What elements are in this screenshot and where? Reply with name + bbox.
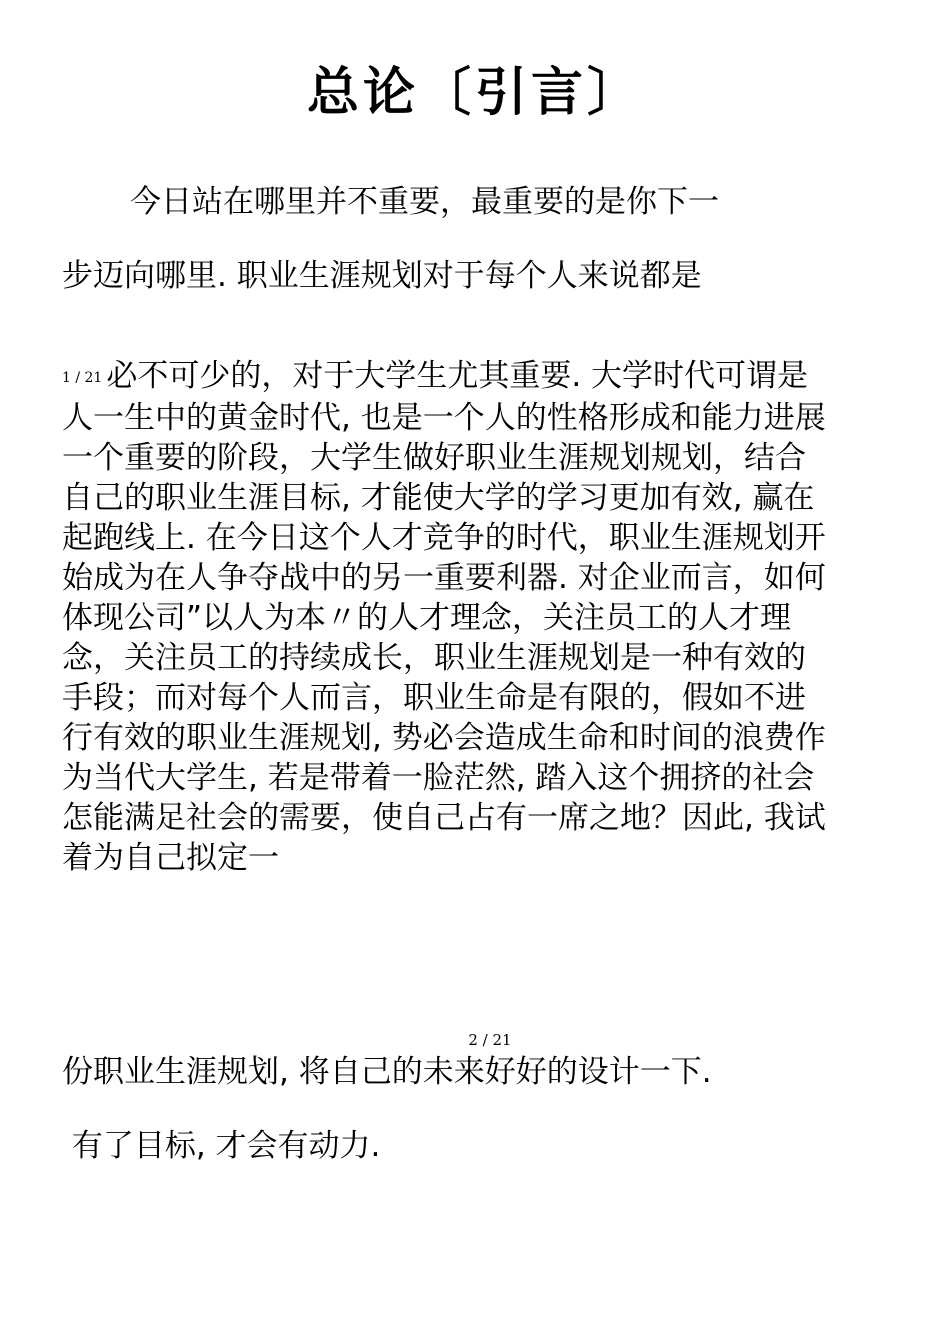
paragraph-line: 手段；而对每个人而言，职业生命是有限的，假如不进	[62, 679, 806, 716]
paragraph-line: 行有效的职业生涯规划, 势必会造成生命和时间的浪费作	[62, 719, 826, 756]
paragraph-line: 为当代大学生, 若是带着一脸茫然, 踏入这个拥挤的社会	[62, 759, 815, 796]
paragraph-line: 怎能满足社会的需要，使自己占有一席之地？因此, 我试	[62, 799, 826, 836]
paragraph-line: 念，关注员工的持续成长，职业生涯规划是一种有效的	[62, 639, 806, 676]
paragraph-line: 一个重要的阶段，大学生做好职业生涯规划规划，结合	[62, 439, 806, 476]
page-number-label: 2 / 21	[468, 1031, 512, 1049]
paragraph-line: 体现公司”以人为本〃的人才理念，关注员工的人才理	[62, 599, 792, 636]
paragraph-line: 起跑线上. 在今日这个人才竞争的时代，职业生涯规划开	[62, 519, 826, 556]
paragraph-line: 有了目标, 才会有动力.	[62, 1128, 381, 1164]
paragraph-line: 始成为在人争夺战中的另一重要利器. 对企业而言，如何	[62, 559, 826, 596]
paragraph-line: 份职业生涯规划, 将自己的未来好好的设计一下.	[62, 1054, 712, 1090]
document-title: 总论〔引言〕	[306, 63, 643, 123]
paragraph-line: 1 / 21 必不可少的，对于大学生尤其重要. 大学时代可谓是	[62, 358, 809, 394]
paragraph-line: 步迈向哪里. 职业生涯规划对于每个人来说都是	[62, 258, 702, 294]
paragraph-line: 今日站在哪里并不重要，最重要的是你下一	[130, 184, 719, 220]
page-number-label: 1 / 21	[62, 369, 103, 386]
paragraph-line: 着为自己拟定一	[62, 839, 279, 876]
paragraph-line: 自己的职业生涯目标, 才能使大学的学习更加有效, 赢在	[62, 479, 815, 516]
paragraph-line: 人一生中的黄金时代, 也是一个人的性格形成和能力进展	[62, 399, 826, 436]
body-paragraph	[62, 356, 932, 878]
